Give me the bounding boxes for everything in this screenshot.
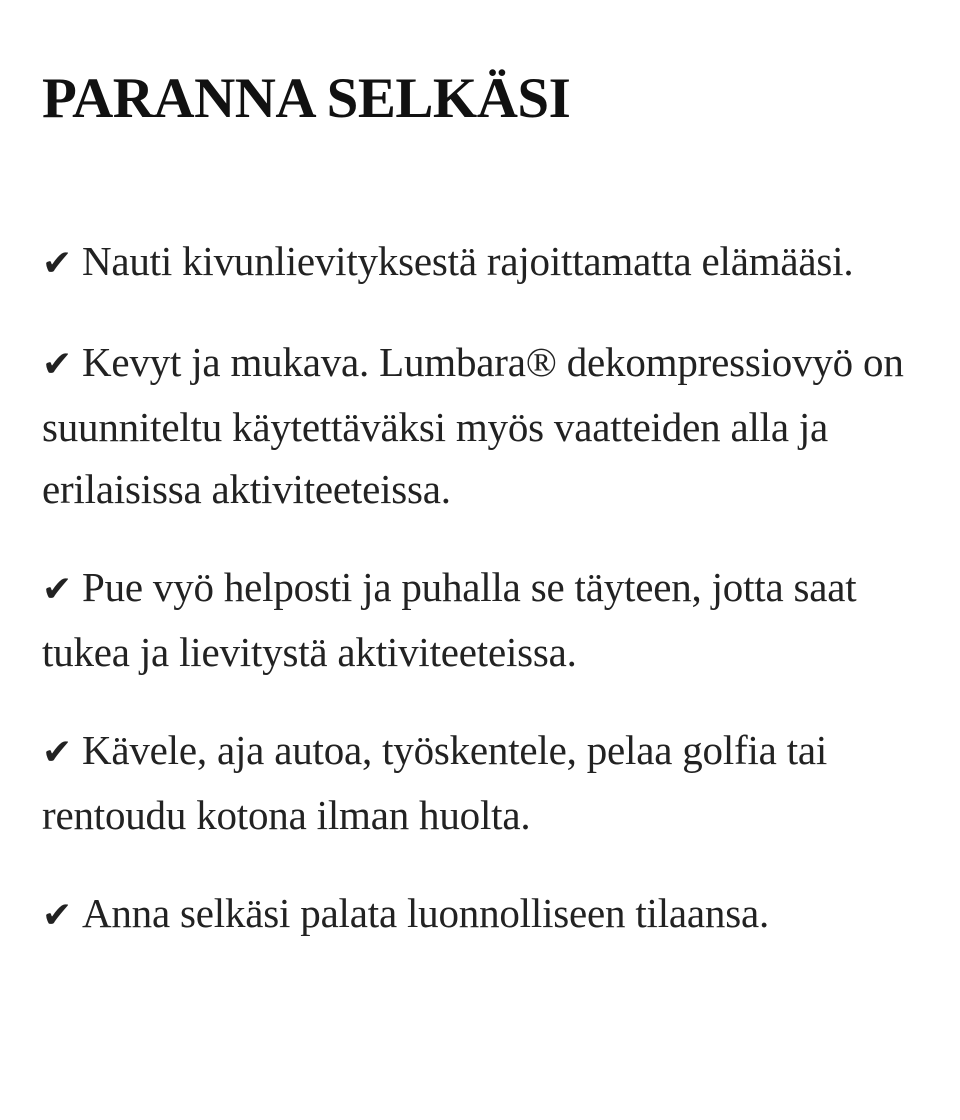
benefit-list (42, 230, 918, 947)
list-item-text: Pue vyö helposti ja puhalla se täyteen, jotta saat tukea ja lievitystä aktiviteeteissa. (42, 564, 857, 675)
list-item-text: Kevyt ja mukava. Lumbara® dekompressiovyö on suunniteltu käytettäväksi myös vaatteiden alla ja erilaisissa aktiviteeteissa. (42, 339, 904, 512)
list-item-text: Kävele, aja autoa, työskentele, pelaa golfia tai rentoudu kotona ilman huolta. (42, 727, 828, 838)
list-item-text: Nauti kivunlievityksestä rajoittamatta elämääsi. (81, 238, 854, 284)
checkmark-icon: ✔ (42, 344, 72, 385)
checkmark-icon: ✔ (42, 732, 72, 773)
list-item (42, 230, 918, 295)
checkmark-icon: ✔ (42, 895, 72, 936)
list-item (42, 719, 918, 846)
list-item (42, 331, 918, 520)
checkmark-icon: ✔ (42, 569, 72, 610)
list-item (42, 882, 918, 947)
page-title: PARANNA SELKÄSI (42, 67, 571, 130)
list-item (42, 556, 918, 683)
list-item-text: Anna selkäsi palata luonnolliseen tilaansa. (81, 890, 770, 936)
checkmark-icon: ✔ (42, 243, 72, 284)
